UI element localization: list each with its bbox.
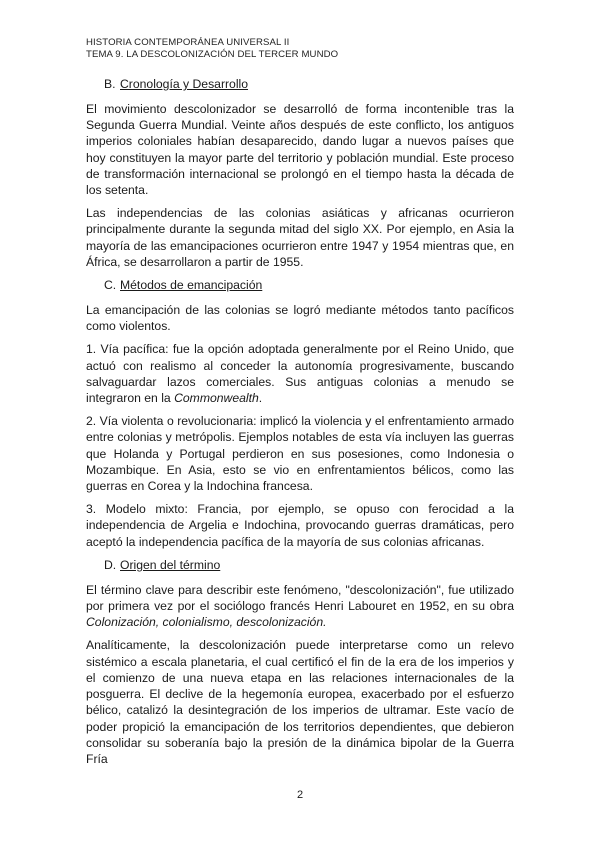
paragraph-text: El movimiento descolonizador se desarrolló de forma incontenible tras la Segunda Guerra Mundial. Veinte años después de este conflicto, los antiguos imperios coloniales habían desaparecido, dando lugar a nuevos países que hoy constituyen la mayor parte del territorio y población mundial. Este proceso de transformación internacional se prolongó en el tiempo hasta la década de los setenta.	[86, 102, 514, 198]
paragraph	[86, 205, 514, 270]
section-letter: B.	[104, 77, 116, 91]
paragraph-text: Las independencias de las colonias asiáticas y africanas ocurrieron principalmente durante la segunda mitad del siglo XX. Por ejemplo, en Asia la mayoría de las emancipaciones ocurrieron entre 1947 y 1954 mientras que, en África, se desarrollaron a partir de 1955.	[86, 206, 514, 269]
section-title: Cronología y Desarrollo	[120, 77, 249, 91]
paragraph-text: 3. Modelo mixto: Francia, por ejemplo, se opuso con ferocidad a la independencia de Argelia e Indochina, provocando guerras dramáticas, pero aceptó la independencia pacífica de la mayoría de sus colonias africanas.	[86, 502, 514, 549]
italic-text: Commonwealth	[174, 391, 259, 406]
paragraph	[86, 101, 514, 198]
section-letter: C.	[104, 278, 117, 293]
section-heading	[104, 277, 514, 293]
paragraph-text: El término clave para describir este fenómeno, "descolonización", fue utilizado por primera vez por el sociólogo francés Henri Labouret en 1952, en su obra	[86, 582, 514, 614]
paragraph-text: Analíticamente, la descolonización puede interpretarse como un relevo sistémico a escala planetaria, el cual certificó el fin de la era de los imperios y el comienzo de una nueva etapa en las relaciones internacionales de la posguerra. El declive de la hegemonía europea, exacerbado por el esfuerzo bélico, catalizó la desintegración de los imperios de ultramar. Este vacío de poder propició la emancipación de los territorios dependientes, que debieron consolidar su soberanía bajo la presión de la dinámica bipolar de la Guerra Fría	[86, 638, 514, 766]
section-heading	[104, 76, 514, 92]
paragraph	[86, 302, 514, 334]
running-header	[86, 37, 338, 61]
page-number: 2	[296, 789, 304, 801]
paragraph	[86, 341, 514, 406]
paragraph-text: .	[258, 391, 263, 406]
italic-text: Colonización, colonialismo, descolonización.	[86, 615, 327, 630]
paragraph	[86, 637, 514, 767]
section-letter: D.	[104, 557, 117, 572]
document-body	[86, 76, 514, 774]
paragraph-text: 1. Vía pacífica: fue la opción adoptada generalmente por el Reino Unido, que actuó con realismo al conceder la autonomía progresivamente, buscando salvaguardar lazos comerciales. Sus antiguas colonias a menudo se integraron en la	[86, 342, 514, 406]
section-heading	[104, 557, 514, 573]
header-topic-title: TEMA 9. LA DESCOLONIZACIÓN DEL TERCER MUNDO	[86, 49, 339, 60]
paragraph-text: La emancipación de las colonias se logró mediante métodos tanto pacíficos como violentos.	[86, 303, 514, 334]
paragraph	[86, 501, 514, 550]
section-title: Métodos de emancipación	[120, 278, 263, 293]
header-course-title: HISTORIA CONTEMPORÁNEA UNIVERSAL II	[86, 37, 290, 48]
paragraph-text: 2. Vía violenta o revolucionaria: implicó la violencia y el enfrentamiento armado entre colonias y metrópolis. Ejemplos notables de esta vía incluyen las guerras que Holanda y Portugal perdieron en sus posesiones, como Indonesia o Mozambique. En Asia, esto se vio en enfrentamientos bélicos, como las guerras en Corea y la Indochina francesa.	[86, 414, 514, 494]
paragraph	[86, 582, 514, 631]
section-title: Origen del término	[120, 557, 221, 572]
paragraph	[86, 413, 514, 494]
